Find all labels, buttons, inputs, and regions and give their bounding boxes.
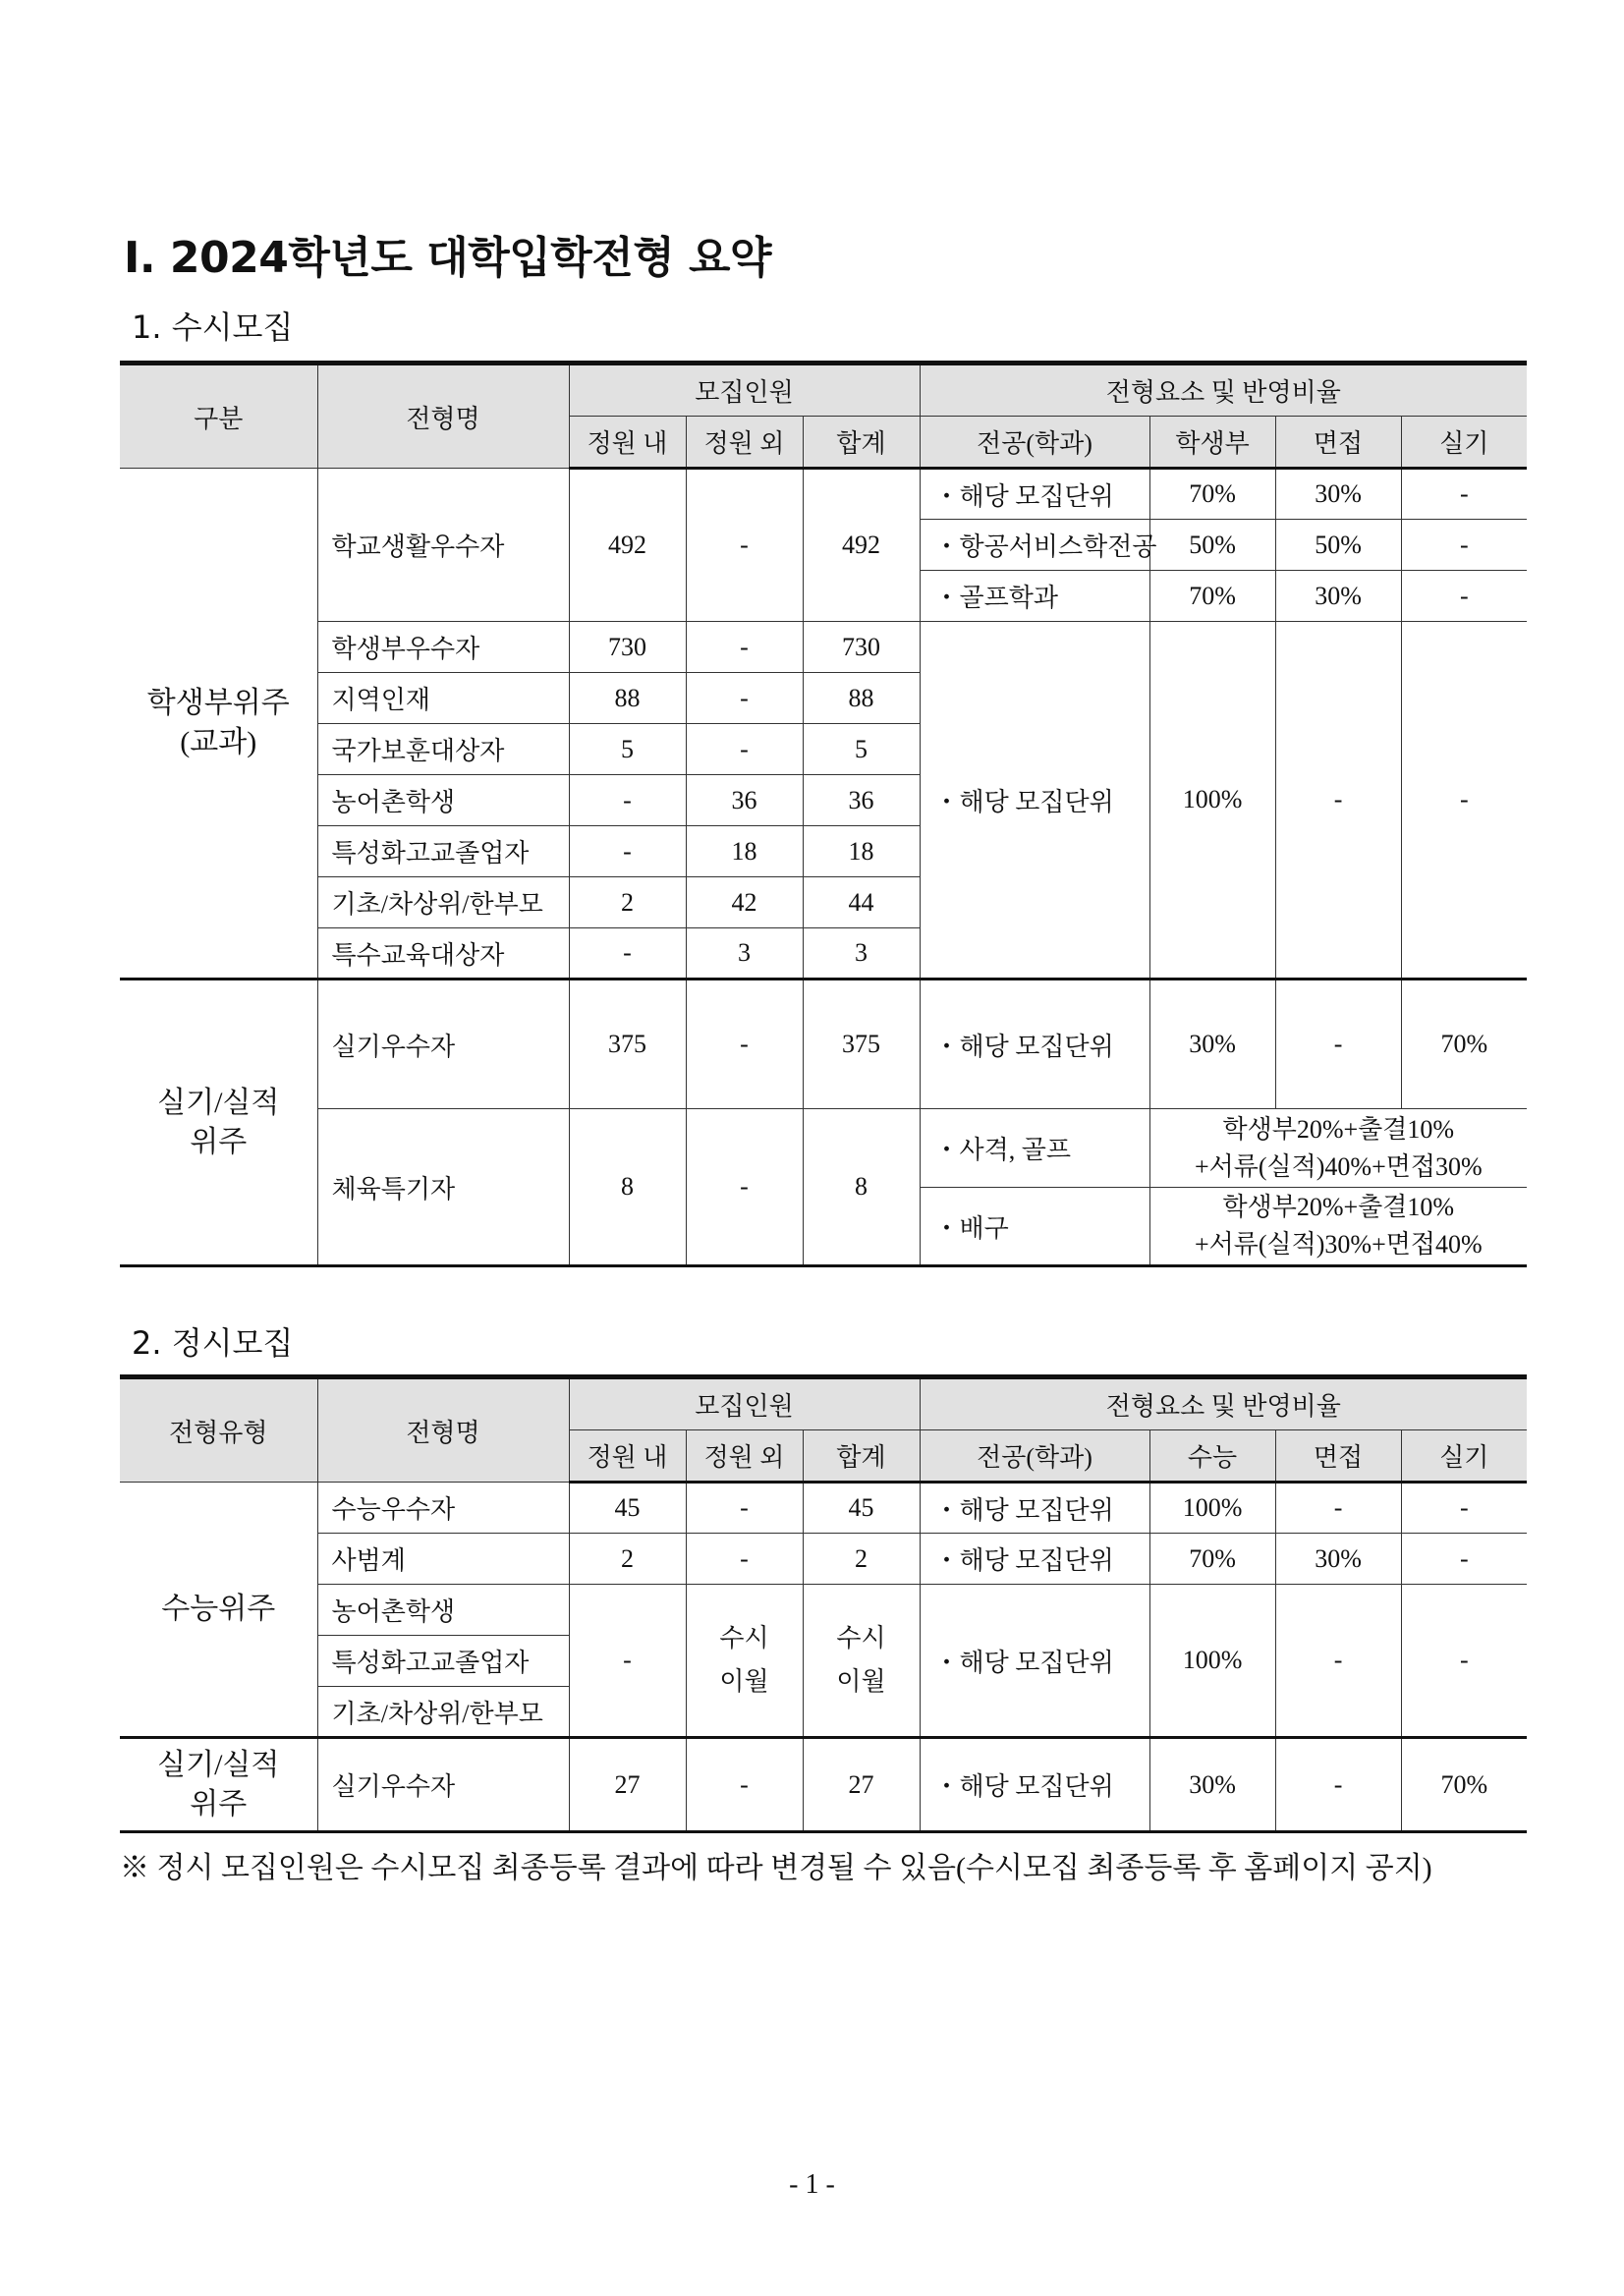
total-value: 492	[803, 469, 920, 622]
header-record: 학생부	[1149, 417, 1275, 469]
csat-value: 100%	[1149, 1483, 1275, 1534]
record-value: 30%	[1149, 980, 1275, 1109]
out-quota-value: -	[686, 1534, 803, 1585]
table-row	[120, 980, 1527, 1109]
header-factors: 전형요소 및 반영비율	[920, 1377, 1527, 1430]
major-value: ・해당 모집단위	[920, 1534, 1149, 1585]
susi-table	[120, 361, 1527, 1267]
table-row	[120, 1585, 1527, 1636]
in-quota-value: 730	[569, 622, 686, 673]
group-label-csat: 수능위주	[120, 1483, 317, 1738]
practical-value: 70%	[1401, 1738, 1527, 1832]
in-quota-value: -	[569, 826, 686, 877]
total-value: 27	[803, 1738, 920, 1832]
track-name: 농어촌학생	[317, 1585, 569, 1636]
interview-value: 30%	[1275, 1534, 1401, 1585]
track-name: 국가보훈대상자	[317, 724, 569, 775]
out-quota-value: -	[686, 980, 803, 1109]
out-quota-value: -	[686, 673, 803, 724]
total-value: 88	[803, 673, 920, 724]
header-category: 구분	[120, 364, 317, 469]
interview-value: -	[1275, 1738, 1401, 1832]
track-name: 특수교육대상자	[317, 928, 569, 980]
practical-value: -	[1401, 520, 1527, 571]
interview-value: 30%	[1275, 571, 1401, 622]
header-interview: 면접	[1275, 1430, 1401, 1483]
group-label-practical: 실기/실적 위주	[120, 980, 317, 1266]
interview-value: -	[1275, 1483, 1401, 1534]
record-value: 50%	[1149, 520, 1275, 571]
out-quota-value: 42	[686, 877, 803, 928]
in-quota-value: -	[569, 775, 686, 826]
section-heading-susi: 1. 수시모집	[132, 308, 294, 346]
table-row	[120, 1109, 1527, 1188]
interview-value: -	[1275, 622, 1401, 980]
header-practical: 실기	[1401, 417, 1527, 469]
criteria-line: +서류(실적)30%+면접40%	[1194, 1230, 1483, 1259]
track-name: 지역인재	[317, 673, 569, 724]
header-total: 합계	[803, 1430, 920, 1483]
total-value: 5	[803, 724, 920, 775]
criteria-line: +서류(실적)40%+면접30%	[1194, 1151, 1483, 1181]
header-out-quota: 정원 외	[686, 417, 803, 469]
footnote: ※ 정시 모집인원은 수시모집 최종등록 결과에 따라 변경될 수 있음(수시모집 최종등록 후 홈페이지 공지)	[120, 1852, 1432, 1884]
practical-value: -	[1401, 571, 1527, 622]
major-value: ・해당 모집단위	[920, 980, 1149, 1109]
csat-value: 70%	[1149, 1534, 1275, 1585]
out-quota-value: -	[686, 622, 803, 673]
track-name: 농어촌학생	[317, 775, 569, 826]
header-track-name: 전형명	[317, 364, 569, 469]
out-quota-value: 수시 이월	[686, 1585, 803, 1738]
group-label-practical: 실기/실적 위주	[120, 1738, 317, 1832]
header-in-quota: 정원 내	[569, 1430, 686, 1483]
jeongsi-table	[120, 1374, 1527, 1833]
track-name: 사범계	[317, 1534, 569, 1585]
out-quota-value: -	[686, 724, 803, 775]
in-quota-value: 88	[569, 673, 686, 724]
out-quota-value: -	[686, 1738, 803, 1832]
header-category: 전형유형	[120, 1377, 317, 1483]
major-value: ・사격, 골프	[920, 1109, 1149, 1188]
practical-value: -	[1401, 1585, 1527, 1738]
header-interview: 면접	[1275, 417, 1401, 469]
in-quota-value: 2	[569, 877, 686, 928]
interview-value: -	[1275, 1585, 1401, 1738]
track-name: 기초/차상위/한부모	[317, 1687, 569, 1738]
major-value: ・배구	[920, 1188, 1149, 1266]
header-factors: 전형요소 및 반영비율	[920, 364, 1527, 417]
track-name: 학교생활우수자	[317, 469, 569, 622]
out-quota-value: -	[686, 469, 803, 622]
out-quota-value: 36	[686, 775, 803, 826]
interview-value: 50%	[1275, 520, 1401, 571]
total-value: 18	[803, 826, 920, 877]
in-quota-value: 492	[569, 469, 686, 622]
in-quota-value: 45	[569, 1483, 686, 1534]
total-value: 3	[803, 928, 920, 980]
total-value: 375	[803, 980, 920, 1109]
page-title: Ⅰ. 2024학년도 대학입학전형 요약	[124, 233, 772, 283]
major-value: ・해당 모집단위	[920, 1483, 1149, 1534]
major-value: ・해당 모집단위	[920, 622, 1149, 980]
group-label-record: 학생부위주 (교과)	[120, 469, 317, 980]
in-quota-value: 27	[569, 1738, 686, 1832]
total-value: 44	[803, 877, 920, 928]
track-name: 학생부우수자	[317, 622, 569, 673]
total-value: 45	[803, 1483, 920, 1534]
interview-value: -	[1275, 980, 1401, 1109]
in-quota-value: -	[569, 928, 686, 980]
in-quota-value: 5	[569, 724, 686, 775]
in-quota-value: -	[569, 1585, 686, 1738]
page-number: - 1 -	[789, 2169, 835, 2200]
major-value: ・항공서비스학전공	[920, 520, 1149, 571]
total-value: 36	[803, 775, 920, 826]
practical-value: -	[1401, 622, 1527, 980]
table-row	[120, 622, 1527, 673]
track-name: 실기우수자	[317, 1738, 569, 1832]
practical-value: 70%	[1401, 980, 1527, 1109]
table-row	[120, 469, 1527, 520]
header-quota: 모집인원	[569, 364, 920, 417]
header-csat: 수능	[1149, 1430, 1275, 1483]
out-quota-value: 3	[686, 928, 803, 980]
in-quota-value: 2	[569, 1534, 686, 1585]
major-value: ・해당 모집단위	[920, 1585, 1149, 1738]
out-quota-value: 18	[686, 826, 803, 877]
header-total: 합계	[803, 417, 920, 469]
header-out-quota: 정원 외	[686, 1430, 803, 1483]
out-quota-value: -	[686, 1483, 803, 1534]
table-row	[120, 1483, 1527, 1534]
in-quota-value: 375	[569, 980, 686, 1109]
practical-value: -	[1401, 1534, 1527, 1585]
total-value: 8	[803, 1109, 920, 1266]
csat-value: 100%	[1149, 1585, 1275, 1738]
track-name: 실기우수자	[317, 980, 569, 1109]
major-value: ・해당 모집단위	[920, 1738, 1149, 1832]
practical-value: -	[1401, 1483, 1527, 1534]
in-quota-value: 8	[569, 1109, 686, 1266]
major-value: ・골프학과	[920, 571, 1149, 622]
total-value: 730	[803, 622, 920, 673]
total-value: 2	[803, 1534, 920, 1585]
record-value: 70%	[1149, 469, 1275, 520]
track-name: 수능우수자	[317, 1483, 569, 1534]
interview-value: 30%	[1275, 469, 1401, 520]
practical-value: -	[1401, 469, 1527, 520]
header-track-name: 전형명	[317, 1377, 569, 1483]
section-heading-jeongsi: 2. 정시모집	[132, 1324, 294, 1362]
header-practical: 실기	[1401, 1430, 1527, 1483]
header-major: 전공(학과)	[920, 417, 1149, 469]
out-quota-value: -	[686, 1109, 803, 1266]
criteria-line: 학생부20%+출결10%	[1222, 1193, 1455, 1221]
total-value: 수시 이월	[803, 1585, 920, 1738]
criteria-line: 학생부20%+출결10%	[1222, 1114, 1455, 1144]
header-major: 전공(학과)	[920, 1430, 1149, 1483]
track-name: 특성화고교졸업자	[317, 826, 569, 877]
record-value: 100%	[1149, 622, 1275, 980]
header-in-quota: 정원 내	[569, 417, 686, 469]
record-value: 70%	[1149, 571, 1275, 622]
csat-value: 30%	[1149, 1738, 1275, 1832]
criteria-combination	[1149, 1109, 1527, 1188]
track-name: 기초/차상위/한부모	[317, 877, 569, 928]
major-value: ・해당 모집단위	[920, 469, 1149, 520]
table-row	[120, 1738, 1527, 1832]
header-quota: 모집인원	[569, 1377, 920, 1430]
criteria-combination	[1149, 1188, 1527, 1266]
track-name: 특성화고교졸업자	[317, 1636, 569, 1687]
table-row	[120, 1534, 1527, 1585]
track-name: 체육특기자	[317, 1109, 569, 1266]
